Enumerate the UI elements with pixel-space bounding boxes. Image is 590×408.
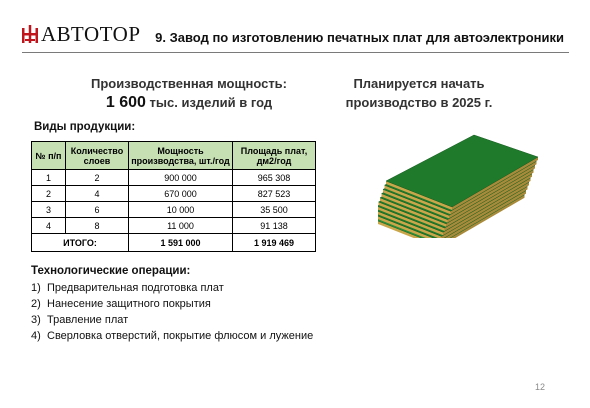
list-item: 1) Предварительная подготовка плат: [31, 282, 224, 294]
list-item: 4) Сверловка отверстий, покрытие флюсом и лужение: [31, 330, 314, 342]
page-number: 12: [535, 382, 546, 392]
total-capacity: 1 591 000: [129, 234, 233, 252]
logo-text: АВТОТОР: [41, 22, 141, 46]
total-area: 1 919 469: [233, 234, 316, 252]
table-total-row: [32, 234, 316, 252]
column-header: № п/п: [32, 142, 66, 170]
total-label: ИТОГО:: [32, 234, 129, 252]
table-cell: 4: [32, 218, 66, 234]
table-cell: 670 000: [129, 186, 233, 202]
table-cell: 10 000: [129, 202, 233, 218]
products-heading: Виды продукции:: [34, 121, 136, 133]
logo-emblem-icon: [22, 25, 38, 43]
table-cell: 11 000: [129, 218, 233, 234]
table-header-row: [32, 142, 316, 170]
tech-heading: Технологические операции:: [31, 265, 191, 277]
capacity-unit: тыс. изделий в год: [149, 95, 273, 110]
list-item: 2) Нанесение защитного покрытия: [31, 298, 211, 310]
column-header: Количество слоев: [66, 142, 129, 170]
capacity-title: Производственная мощность:: [90, 76, 288, 91]
table-row: [32, 170, 316, 186]
header-divider: [22, 52, 569, 53]
plan-line-1: Планируется начать: [353, 76, 485, 91]
table-cell: 2: [32, 186, 66, 202]
table-cell: 965 308: [233, 170, 316, 186]
table-cell: 827 523: [233, 186, 316, 202]
capacity-block: [86, 74, 292, 112]
table-row: [32, 202, 316, 218]
list-item: 3) Травление плат: [31, 314, 129, 326]
tech-list: [31, 280, 313, 344]
plan-block: [330, 74, 508, 112]
table-cell: 8: [66, 218, 129, 234]
table-cell: 35 500: [233, 202, 316, 218]
table-cell: 4: [66, 186, 129, 202]
slide-title: 9. Завод по изготовлению печатных плат для автоэлектроники: [155, 30, 564, 45]
table-cell: 900 000: [129, 170, 233, 186]
table-cell: 91 138: [233, 218, 316, 234]
table-cell: 6: [66, 202, 129, 218]
table-cell: 3: [32, 202, 66, 218]
table-row: [32, 218, 316, 234]
pcb-stack-image: [378, 126, 540, 238]
table-cell: 1: [32, 170, 66, 186]
column-header: Мощность производства, шт./год: [129, 142, 233, 170]
products-table: [31, 141, 316, 252]
table-cell: 2: [66, 170, 129, 186]
logo: [22, 24, 141, 44]
column-header: Площадь плат, дм2/год: [233, 142, 316, 170]
table-row: [32, 186, 316, 202]
plan-line-2: производство в 2025 г.: [345, 95, 493, 110]
capacity-value: 1 600: [105, 94, 146, 111]
capacity-value-line: [86, 93, 292, 112]
